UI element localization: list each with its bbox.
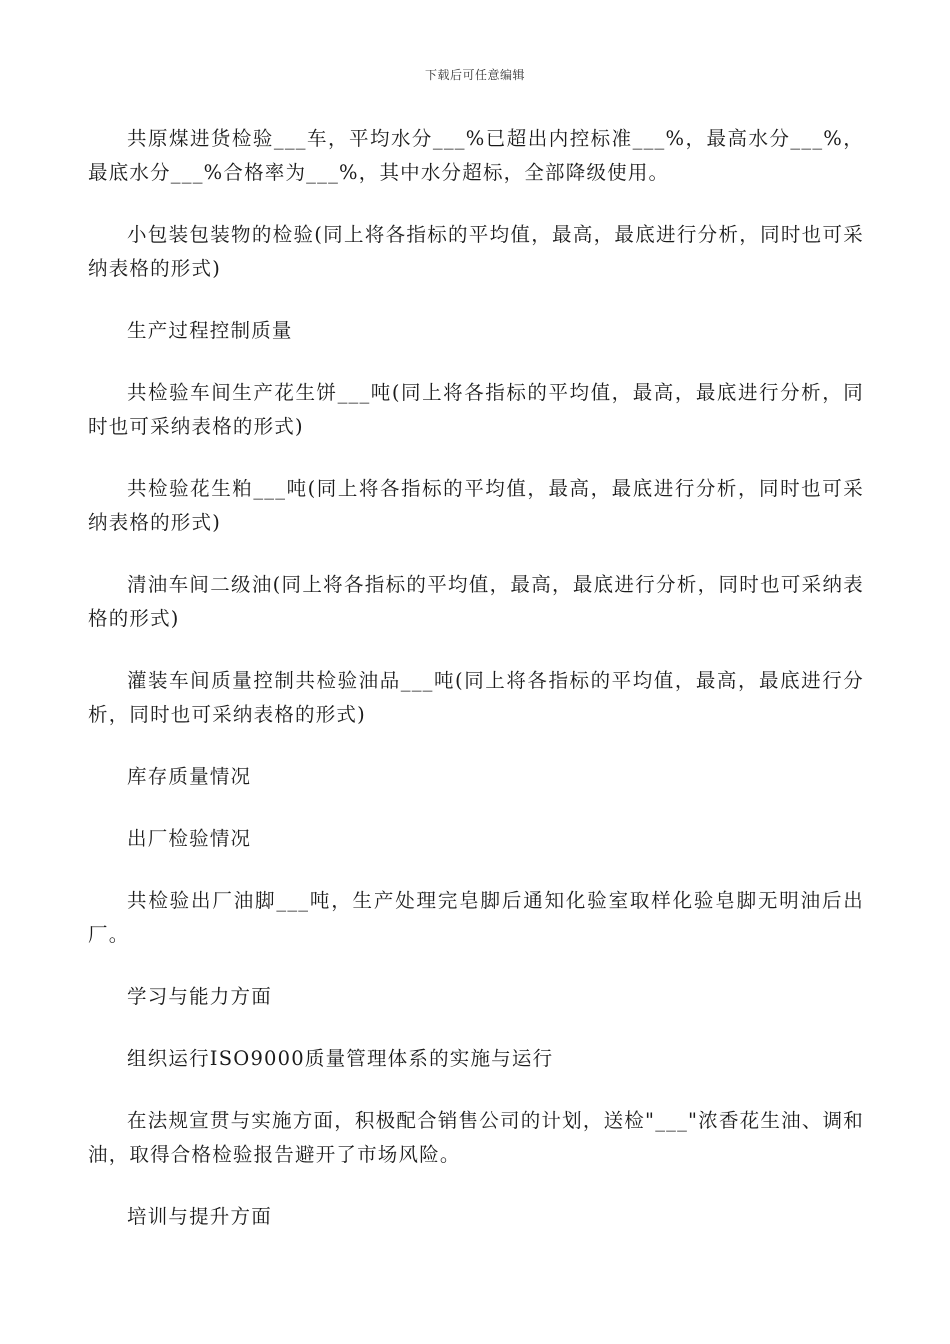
paragraph-oil-foot: 共检验出厂油脚___吨，生产处理完皂脚后通知化验室取样化验皂脚无明油后出厂。: [88, 889, 864, 946]
paragraph-regulation: 在法规宣贯与实施方面，积极配合销售公司的计划，送检"___"浓香花生油、调和油，取得合格检验报告避开了市场风险。: [88, 1109, 864, 1166]
heading-production-quality: 生产过程控制质量: [127, 319, 293, 342]
paragraph-coal-inspection: 共原煤进货检验___车，平均水分___%已超出内控标准___%，最高水分___%，最底水分___%合格率为___%，其中水分超标，全部降级使用。: [88, 127, 864, 184]
paragraph-iso9000: 组织运行ISO9000质量管理体系的实施与运行: [127, 1047, 554, 1070]
heading-outgoing-inspection: 出厂检验情况: [127, 827, 252, 850]
paragraph-peanut-meal: 共检验花生粕___吨(同上将各指标的平均值，最高，最底进行分析，同时也可采纳表格的形式): [88, 477, 864, 534]
heading-learning-ability: 学习与能力方面: [127, 985, 272, 1008]
page-header: 下载后可任意编辑: [424, 68, 525, 82]
paragraph-packaging-inspection: 小包装包装物的检验(同上将各指标的平均值，最高，最底进行分析，同时也可采纳表格的形式): [88, 223, 864, 280]
paragraph-filling-workshop: 灌装车间质量控制共检验油品___吨(同上将各指标的平均值，最高，最底进行分析，同时也可采纳表格的形式): [88, 669, 864, 726]
paragraph-peanut-cake: 共检验车间生产花生饼___吨(同上将各指标的平均值，最高，最底进行分析，同时也可采纳表格的形式): [88, 381, 864, 438]
document-body: [88, 122, 864, 1262]
paragraph-refined-oil: 清油车间二级油(同上将各指标的平均值，最高，最底进行分析，同时也可采纳表格的形式): [88, 573, 864, 630]
heading-inventory-quality: 库存质量情况: [127, 765, 252, 788]
heading-training: 培训与提升方面: [127, 1205, 272, 1228]
